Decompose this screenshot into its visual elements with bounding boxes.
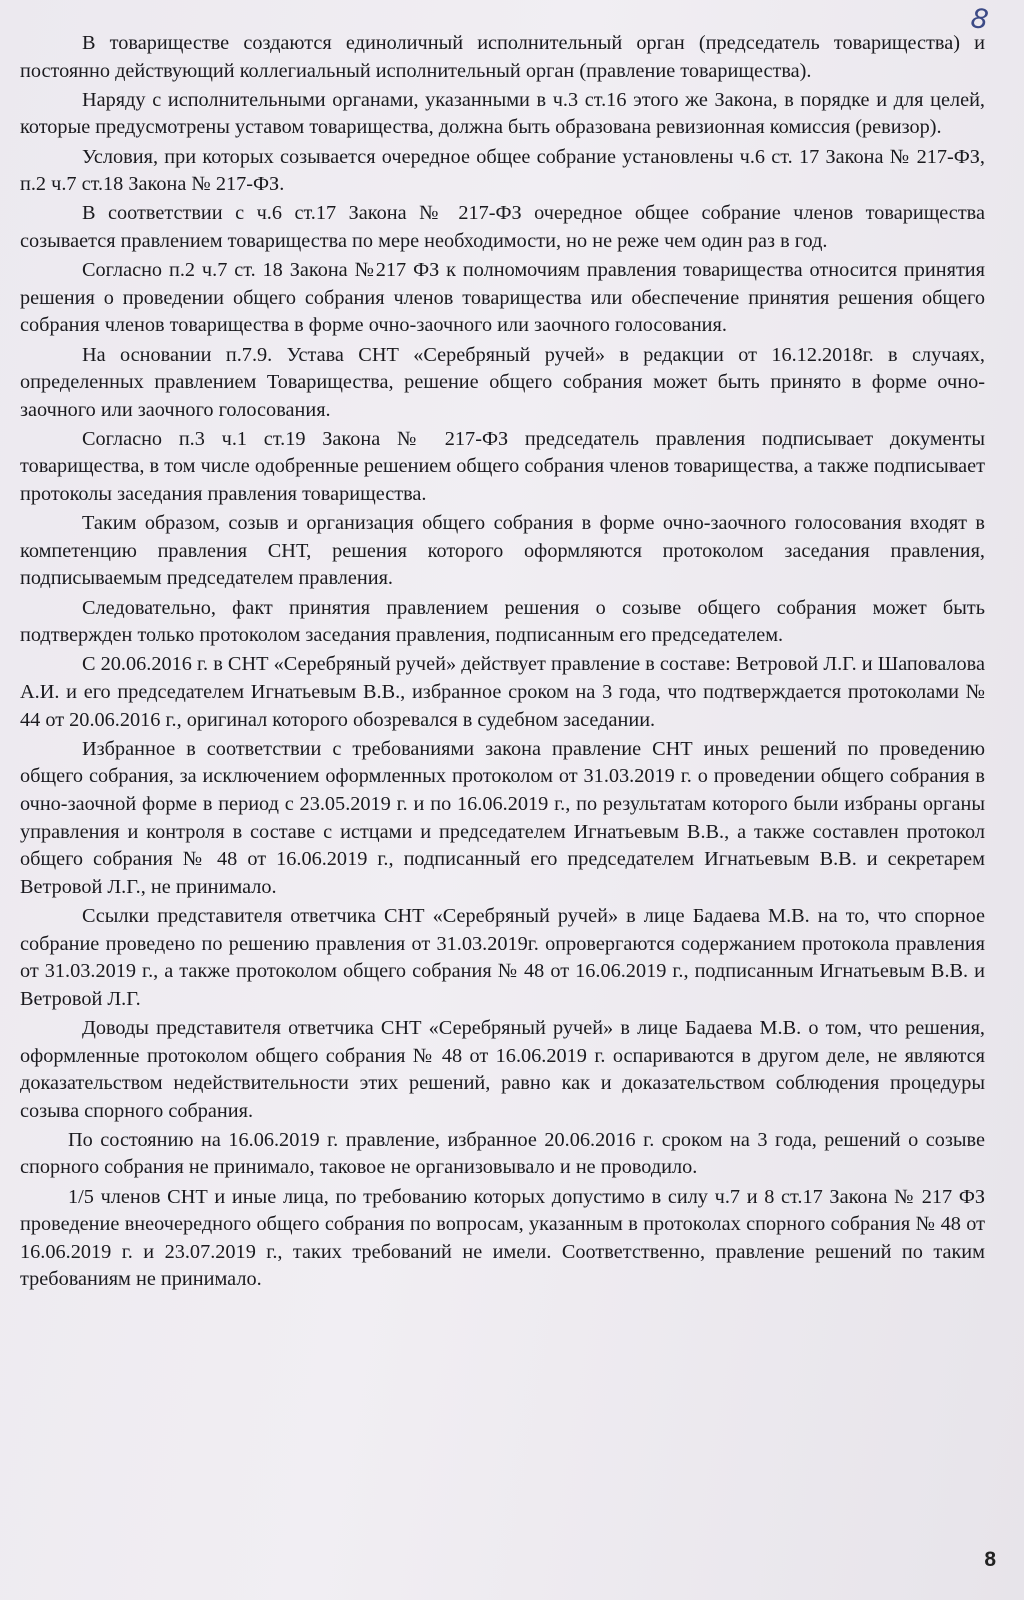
paragraph: По состоянию на 16.06.2019 г. правление, избранное 20.06.2016 г. сроком на 3 года, решений о созыве спорного собрания не принимало, таковое не организовывало и не проводило. — [20, 1128, 985, 1179]
paragraph: С 20.06.2016 г. в СНТ «Серебряный ручей» действует правление в составе: Ветровой Л.Г. и Шаповалова А.И. и его председателем Игнатьевым В.В., избранное сроком на 3 года, что подтверждается протоколами № 44 от 20.06.2016 г., оригинал которого обозревался в судебном заседании. — [20, 653, 985, 731]
paragraph: Условия, при которых созывается очередное общее собрание установлены ч.6 ст. 17 Закона № 217-ФЗ, п.2 ч.7 ст.18 Закона № 217-ФЗ. — [20, 145, 985, 196]
document-body — [20, 30, 985, 1296]
handwritten-page-number: 8 — [968, 2, 991, 37]
paragraph: 1/5 членов СНТ и иные лица, по требованию которых допустимо в силу ч.7 и 8 ст.17 Закона № 217 ФЗ проведение внеочередного общего собрания по вопросам, указанным в протоколах спорного собрания № 48 от 16.06.2019 г. и 23.07.2019 г., таких требований не имели. Соответственно, правление решений по таким требованиям не принимало. — [20, 1185, 985, 1291]
paragraph: Следовательно, факт принятия правлением решения о созыве общего собрания может быть подтвержден только протоколом заседания правления, подписанным его председателем. — [20, 596, 985, 647]
paragraph: Таким образом, созыв и организация общего собрания в форме очно-заочного голосования входят в компетенцию правления СНТ, решения которого оформляются протоколом заседания правления, подписываемым председателем правления. — [20, 512, 985, 590]
page-number: 8 — [984, 1548, 996, 1571]
paragraph: Согласно п.2 ч.7 ст. 18 Закона №217 ФЗ к полномочиям правления товарищества относится принятия решения о проведении общего собрания членов товарищества или обеспечение принятия решения общего собрания членов товарищества в форме очно-заочного или заочного голосования. — [20, 259, 985, 337]
paragraph: В соответствии с ч.6 ст.17 Закона № 217-ФЗ очередное общее собрание членов товарищества созывается правлением товарищества по мере необходимости, но не реже чем один раз в год. — [20, 202, 985, 252]
paragraph: На основании п.7.9. Устава СНТ «Серебряный ручей» в редакции от 16.12.2018г. в случаях, определенных правлением Товарищества, решение общего собрания может быть принято в форме очно-заочного или заочного голосования. — [20, 343, 985, 421]
paragraph: Избранное в соответствии с требованиями закона правление СНТ иных решений по проведению общего собрания, за исключением оформленных протоколом от 31.03.2019 г. о проведении общего собрания в очно-заочной форме в период с 23.05.2019 г. и по 16.06.2019 г., по результатам которого были избраны органы управления и контроля в составе с истцами и председателем Игнатьевым В.В., а также составлен протокол общего собрания № 48 от 16.06.2019 г., подписанный его председателем Игнатьевым В.В. и секретарем Ветровой Л.Г., не принимало. — [20, 737, 985, 898]
paragraph: В товариществе создаются единоличный исполнительный орган (председатель товарищества) и постоянно действующий коллегиальный исполнительный орган (правление товарищества). — [20, 32, 985, 82]
paragraph: Ссылки представителя ответчика СНТ «Серебряный ручей» в лице Бадаева М.В. на то, что спорное собрание проведено по решению правления от 31.03.2019г. опровергаются содержанием протокола правления от 31.03.2019 г., а также протоколом общего собрания № 48 от 16.06.2019 г., подписанным Игнатьевым В.В. и Ветровой Л.Г. — [20, 904, 985, 1010]
paragraph: Доводы представителя ответчика СНТ «Серебряный ручей» в лице Бадаева М.В. о том, что решения, оформленные протоколом общего собрания № 48 от 16.06.2019 г. оспариваются в другом деле, не являются доказательством недействительности этих решений, равно как и доказательством соблюдения процедуры созыва спорного собрания. — [20, 1016, 985, 1122]
paragraph: Согласно п.3 ч.1 ст.19 Закона № 217-ФЗ председатель правления подписывает документы товарищества, в том числе одобренные решением общего собрания членов товарищества, а также подписывает протоколы заседания правления товарищества. — [20, 427, 985, 506]
paragraph: Наряду с исполнительными органами, указанными в ч.3 ст.16 этого же Закона, в порядке и для целей, которые предусмотрены уставом товарищества, должна быть образована ревизионная комиссия (ревизор). — [20, 88, 985, 139]
